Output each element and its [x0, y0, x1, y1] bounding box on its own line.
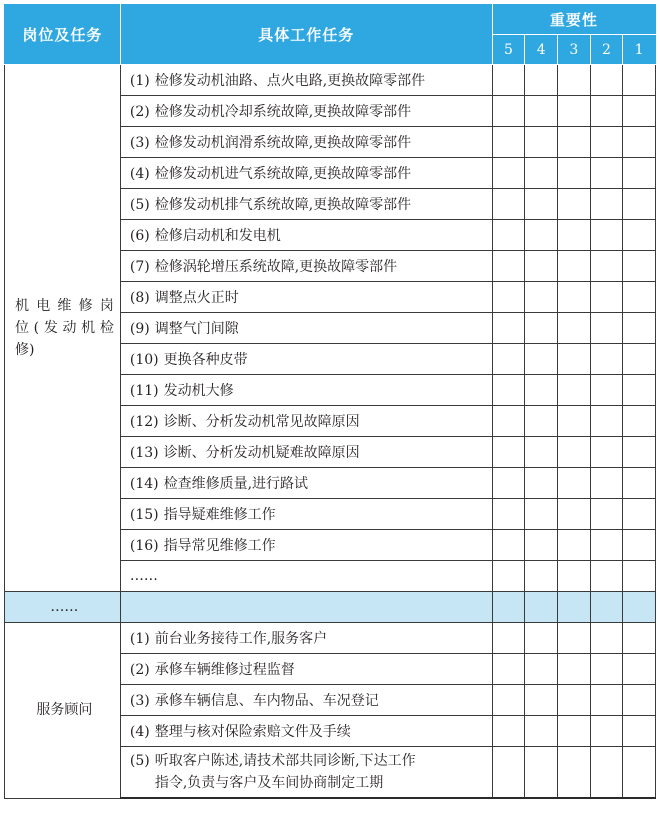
post-line: 位(发动机检: [15, 320, 114, 336]
rating-cell[interactable]: [492, 530, 525, 561]
post-cell-ellipsis: ……: [5, 592, 121, 623]
rating-cell[interactable]: [492, 654, 525, 685]
task-cell: [120, 499, 492, 530]
table-body: [5, 65, 656, 799]
task-text-continued: 指令,负责与客户及车间协商制定工期: [154, 775, 384, 791]
rating-cell[interactable]: [590, 654, 623, 685]
task-cell-empty: [120, 592, 492, 623]
task-text: 听取客户陈述,请技术部共同诊断,下达工作: [154, 753, 416, 769]
rating-cell[interactable]: [557, 282, 590, 313]
task-text: 诊断、分析发动机疑难故障原因: [163, 445, 360, 461]
rating-cell[interactable]: [525, 685, 558, 716]
rating-cell[interactable]: [557, 592, 590, 623]
task-text: 整理与核对保险索赔文件及手续: [154, 724, 351, 740]
rating-cell[interactable]: [590, 375, 623, 406]
task-text: 调整气门间隙: [154, 321, 239, 337]
rating-cell[interactable]: [557, 437, 590, 468]
rating-cell[interactable]: [492, 313, 525, 344]
rating-cell[interactable]: [557, 499, 590, 530]
task-text: 更换各种皮带: [163, 352, 248, 368]
rating-cell[interactable]: [525, 406, 558, 437]
rating-cell[interactable]: [492, 437, 525, 468]
rating-cell[interactable]: [525, 251, 558, 282]
task-number: (14): [129, 476, 159, 492]
rating-cell[interactable]: [557, 65, 590, 96]
rating-cell[interactable]: [525, 65, 558, 96]
table-header: [5, 5, 656, 65]
task-cell: [120, 251, 492, 282]
task-text: 诊断、分析发动机常见故障原因: [163, 414, 360, 430]
task-number: (4): [129, 166, 150, 182]
task-number: (2): [129, 662, 150, 678]
header-specific-task: 具体工作任务: [120, 5, 492, 65]
rating-cell[interactable]: [623, 592, 656, 623]
task-number: (1): [129, 631, 150, 647]
rating-cell[interactable]: [492, 685, 525, 716]
task-text: 检修涡轮增压系统故障,更换故障零部件: [154, 259, 398, 275]
rating-cell[interactable]: [557, 344, 590, 375]
header-post-task: 岗位及任务: [5, 5, 121, 65]
rating-cell[interactable]: [492, 282, 525, 313]
rating-cell[interactable]: [525, 592, 558, 623]
rating-cell[interactable]: [525, 654, 558, 685]
rating-cell[interactable]: [590, 530, 623, 561]
rating-cell[interactable]: [590, 406, 623, 437]
task-number: (1): [129, 73, 150, 89]
rating-cell[interactable]: [557, 158, 590, 189]
rating-cell[interactable]: [623, 499, 656, 530]
rating-cell[interactable]: [590, 282, 623, 313]
task-number: (7): [129, 259, 150, 275]
rating-cell[interactable]: [525, 468, 558, 499]
rating-cell[interactable]: [590, 747, 623, 799]
task-cell: [120, 344, 492, 375]
rating-cell[interactable]: [557, 375, 590, 406]
task-cell: [120, 437, 492, 468]
rating-cell[interactable]: [623, 282, 656, 313]
header-importance: 重要性: [492, 5, 655, 35]
rating-cell[interactable]: [623, 189, 656, 220]
rating-cell[interactable]: [623, 623, 656, 654]
rating-cell[interactable]: [557, 406, 590, 437]
rating-cell[interactable]: [623, 96, 656, 127]
task-text: 检修发动机排气系统故障,更换故障零部件: [154, 197, 412, 213]
rating-cell[interactable]: [557, 654, 590, 685]
rating-cell[interactable]: [623, 716, 656, 747]
rating-cell[interactable]: [492, 623, 525, 654]
task-text: 前台业务接待工作,服务客户: [154, 631, 328, 647]
table-row: [5, 623, 656, 654]
task-cell: [120, 747, 492, 799]
rating-cell[interactable]: [590, 468, 623, 499]
task-number: (13): [129, 445, 159, 461]
rating-cell[interactable]: [623, 344, 656, 375]
task-number: (4): [129, 724, 150, 740]
task-cell: [120, 406, 492, 437]
rating-5-header: 5: [492, 35, 525, 65]
rating-cell[interactable]: [557, 561, 590, 592]
rating-cell[interactable]: [623, 437, 656, 468]
post-cell-service-advisor: 服务顾问: [5, 623, 121, 799]
rating-cell[interactable]: [492, 127, 525, 158]
rating-cell[interactable]: [492, 747, 525, 799]
rating-cell[interactable]: [590, 158, 623, 189]
task-text: 检查维修质量,进行路试: [163, 476, 309, 492]
rating-cell[interactable]: [557, 623, 590, 654]
task-text: 检修发动机润滑系统故障,更换故障零部件: [154, 135, 412, 151]
rating-cell[interactable]: [557, 716, 590, 747]
rating-cell[interactable]: [557, 251, 590, 282]
rating-cell[interactable]: [557, 220, 590, 251]
task-number: (3): [129, 135, 150, 151]
rating-cell[interactable]: [623, 406, 656, 437]
job-task-table: [4, 4, 656, 799]
rating-cell[interactable]: [590, 96, 623, 127]
rating-cell[interactable]: [492, 96, 525, 127]
task-number: (15): [129, 507, 159, 523]
post-cell-engine-repair: [5, 65, 121, 592]
rating-cell[interactable]: [623, 220, 656, 251]
rating-cell[interactable]: [623, 654, 656, 685]
table-row: [5, 65, 656, 96]
rating-cell[interactable]: [623, 747, 656, 799]
rating-4-header: 4: [525, 35, 558, 65]
task-number: (12): [129, 414, 159, 430]
rating-cell[interactable]: [525, 499, 558, 530]
post-line: 机电维修岗: [15, 298, 114, 314]
task-text: 检修发动机进气系统故障,更换故障零部件: [154, 166, 412, 182]
rating-cell[interactable]: [590, 499, 623, 530]
rating-cell[interactable]: [557, 313, 590, 344]
task-cell: [120, 685, 492, 716]
rating-cell[interactable]: [525, 747, 558, 799]
task-text: 调整点火正时: [154, 290, 239, 306]
task-text: 承修车辆维修过程监督: [154, 662, 295, 678]
rating-cell[interactable]: [525, 375, 558, 406]
task-text: 检修启动机和发电机: [154, 228, 281, 244]
task-cell: [120, 220, 492, 251]
rating-cell[interactable]: [623, 561, 656, 592]
task-number: (5): [129, 197, 150, 213]
rating-cell[interactable]: [590, 344, 623, 375]
task-number: (16): [129, 538, 159, 554]
rating-cell[interactable]: [492, 592, 525, 623]
rating-cell[interactable]: [525, 127, 558, 158]
task-cell: [120, 127, 492, 158]
rating-cell[interactable]: [590, 561, 623, 592]
rating-cell[interactable]: [492, 158, 525, 189]
rating-cell[interactable]: [492, 251, 525, 282]
task-number: (8): [129, 290, 150, 306]
rating-cell[interactable]: [557, 96, 590, 127]
rating-cell[interactable]: [590, 251, 623, 282]
task-cell: [120, 313, 492, 344]
rating-cell[interactable]: [525, 313, 558, 344]
task-number: (3): [129, 693, 150, 709]
rating-cell[interactable]: [492, 220, 525, 251]
rating-cell[interactable]: [590, 220, 623, 251]
rating-cell[interactable]: [590, 592, 623, 623]
rating-cell[interactable]: [492, 344, 525, 375]
ellipsis-separator-row: [5, 592, 656, 623]
task-text: 检修发动机油路、点火电路,更换故障零部件: [154, 73, 426, 89]
rating-cell[interactable]: [492, 406, 525, 437]
task-cell: [120, 716, 492, 747]
rating-cell[interactable]: [590, 685, 623, 716]
rating-cell[interactable]: [557, 468, 590, 499]
rating-cell[interactable]: [525, 716, 558, 747]
rating-cell[interactable]: [492, 375, 525, 406]
rating-cell[interactable]: [557, 685, 590, 716]
rating-cell[interactable]: [590, 716, 623, 747]
rating-cell[interactable]: [525, 437, 558, 468]
rating-cell[interactable]: [623, 127, 656, 158]
rating-cell[interactable]: [557, 127, 590, 158]
task-text: 检修发动机冷却系统故障,更换故障零部件: [154, 104, 412, 120]
rating-cell[interactable]: [492, 561, 525, 592]
rating-cell[interactable]: [525, 158, 558, 189]
rating-cell[interactable]: [590, 437, 623, 468]
rating-cell[interactable]: [492, 716, 525, 747]
task-cell: [120, 530, 492, 561]
rating-cell[interactable]: [623, 65, 656, 96]
rating-cell[interactable]: [623, 685, 656, 716]
post-line: 修): [15, 342, 35, 358]
rating-cell[interactable]: [590, 127, 623, 158]
task-cell: [120, 623, 492, 654]
task-number: (9): [129, 321, 150, 337]
task-number: (10): [129, 352, 159, 368]
rating-cell[interactable]: [590, 623, 623, 654]
task-text: ……: [129, 568, 158, 584]
task-text: 承修车辆信息、车内物品、车况登记: [154, 693, 379, 709]
rating-cell[interactable]: [557, 530, 590, 561]
rating-cell[interactable]: [525, 561, 558, 592]
rating-cell[interactable]: [525, 623, 558, 654]
rating-cell[interactable]: [623, 313, 656, 344]
task-cell: [120, 65, 492, 96]
rating-cell[interactable]: [590, 313, 623, 344]
rating-cell[interactable]: [557, 747, 590, 799]
task-number: (6): [129, 228, 150, 244]
rating-cell[interactable]: [492, 468, 525, 499]
task-cell: [120, 375, 492, 406]
rating-cell[interactable]: [492, 499, 525, 530]
rating-cell[interactable]: [623, 468, 656, 499]
rating-cell[interactable]: [590, 189, 623, 220]
task-cell: [120, 282, 492, 313]
task-number: (11): [129, 383, 159, 399]
rating-cell[interactable]: [623, 530, 656, 561]
task-number: (5): [129, 753, 150, 769]
task-cell: [120, 468, 492, 499]
rating-cell[interactable]: [492, 65, 525, 96]
task-cell: [120, 561, 492, 592]
rating-cell[interactable]: [557, 189, 590, 220]
rating-cell[interactable]: [525, 282, 558, 313]
task-text: 发动机大修: [163, 383, 234, 399]
rating-cell[interactable]: [492, 189, 525, 220]
rating-cell[interactable]: [623, 251, 656, 282]
rating-cell[interactable]: [525, 220, 558, 251]
rating-cell[interactable]: [525, 96, 558, 127]
rating-cell[interactable]: [525, 189, 558, 220]
task-text: 指导常见维修工作: [163, 538, 276, 554]
rating-cell[interactable]: [623, 158, 656, 189]
task-cell: [120, 189, 492, 220]
rating-3-header: 3: [557, 35, 590, 65]
rating-cell[interactable]: [525, 344, 558, 375]
rating-cell[interactable]: [525, 530, 558, 561]
task-cell: [120, 158, 492, 189]
task-cell: [120, 96, 492, 127]
rating-cell[interactable]: [623, 375, 656, 406]
rating-1-header: 1: [623, 35, 656, 65]
task-number: (2): [129, 104, 150, 120]
rating-2-header: 2: [590, 35, 623, 65]
task-text: 指导疑难维修工作: [163, 507, 276, 523]
rating-cell[interactable]: [590, 65, 623, 96]
task-cell: [120, 654, 492, 685]
